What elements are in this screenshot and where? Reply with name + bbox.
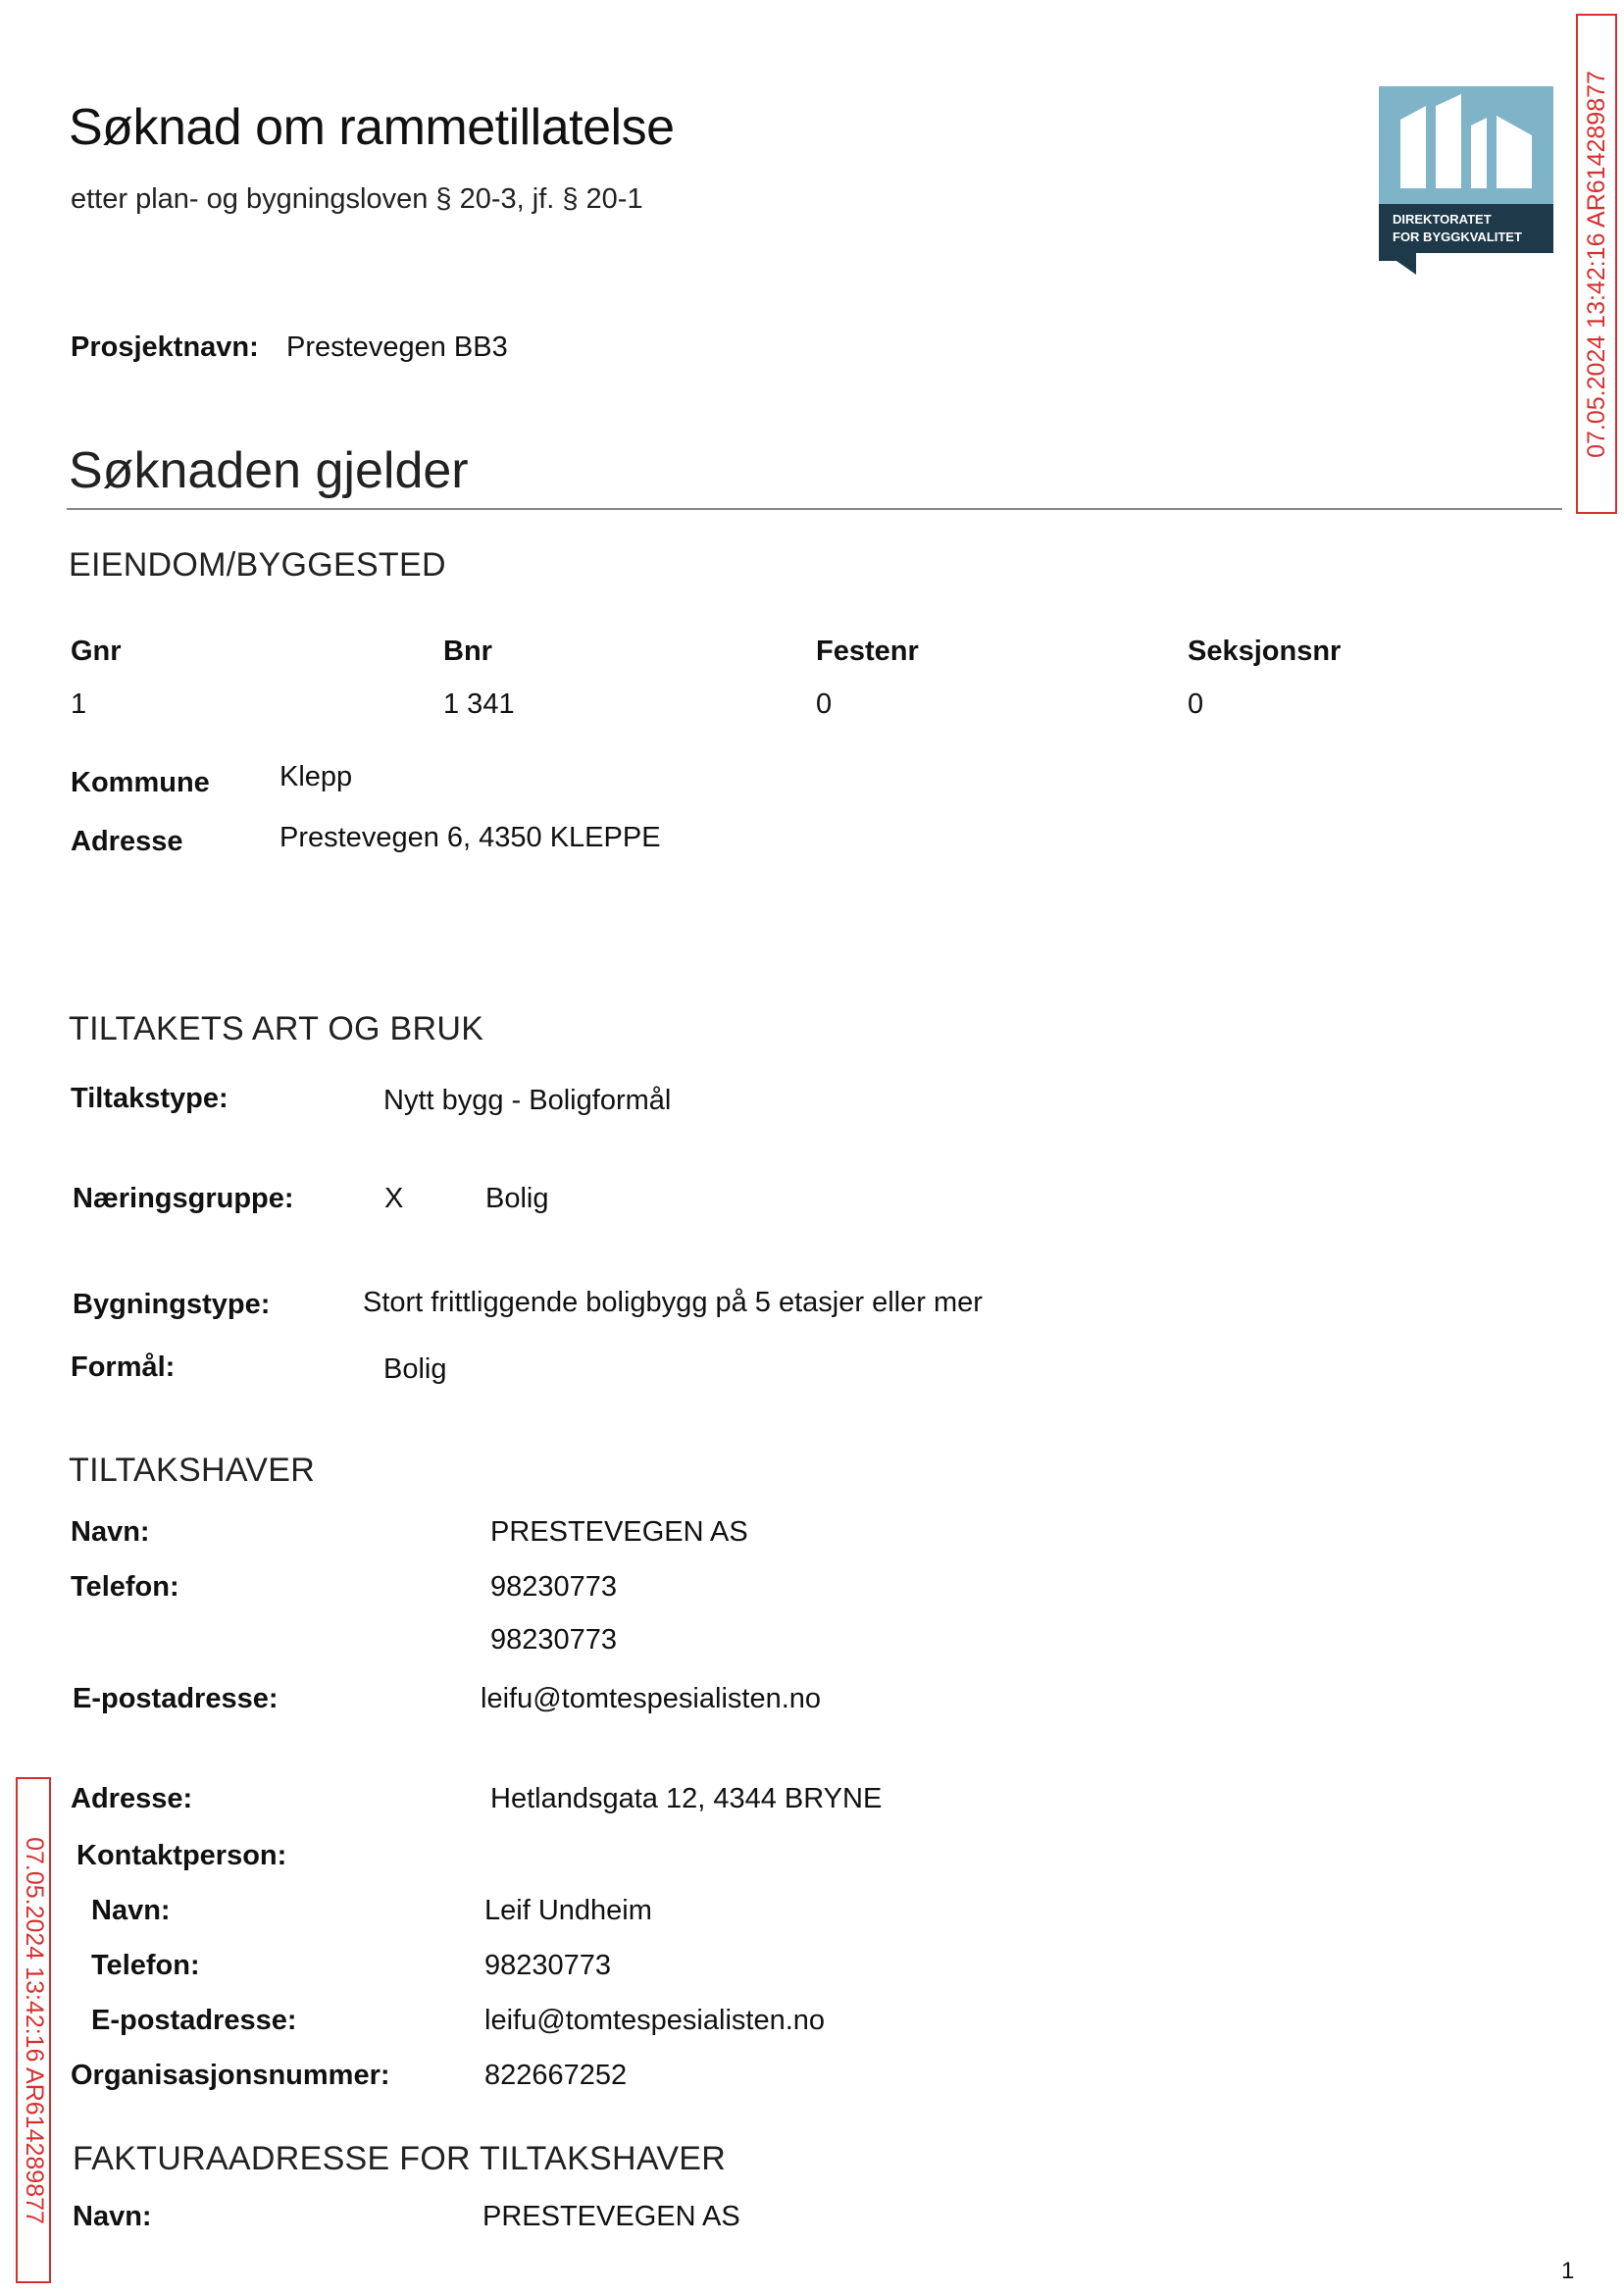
- naeringsgruppe-code: X: [384, 1183, 404, 1214]
- building-logo-icon: [1379, 86, 1553, 275]
- kommune-label: Kommune: [71, 767, 210, 798]
- orgnr-value: 822667252: [484, 2060, 628, 2091]
- owner-epost-value: leifu@tomtespesialisten.no: [481, 1683, 822, 1714]
- owner-navn-label: Navn:: [71, 1516, 150, 1548]
- svg-text:DIREKTORATET: DIREKTORATET: [1393, 212, 1492, 227]
- tiltakstype-value: Nytt bygg - Boligformål: [383, 1085, 672, 1116]
- formal-label: Formål:: [71, 1351, 176, 1383]
- invoice-navn-label: Navn:: [73, 2201, 152, 2232]
- project-label: Prosjektnavn:: [71, 331, 259, 363]
- project-name: Prestevegen BB3: [286, 331, 508, 363]
- owner-telefon-value-1: 98230773: [490, 1571, 618, 1603]
- kontaktperson-label: Kontaktperson:: [76, 1840, 287, 1871]
- gnr-value: 1: [71, 688, 87, 720]
- adresse-label: Adresse: [71, 826, 183, 857]
- seksjonsnr-label: Seksjonsnr: [1188, 636, 1342, 667]
- kommune-value: Klepp: [279, 761, 353, 792]
- owner-telefon-label: Telefon:: [71, 1571, 179, 1603]
- adresse-value: Prestevegen 6, 4350 KLEPPE: [279, 822, 661, 853]
- owner-epost-label: E-postadresse:: [73, 1683, 279, 1714]
- svg-text:FOR BYGGKVALITET: FOR BYGGKVALITET: [1393, 229, 1522, 244]
- invoice-navn-value: PRESTEVEGEN AS: [482, 2201, 740, 2232]
- naeringsgruppe-label: Næringsgruppe:: [73, 1183, 294, 1214]
- kontakt-telefon-label: Telefon:: [91, 1950, 200, 1981]
- festenr-value: 0: [816, 688, 833, 720]
- kontakt-telefon-value: 98230773: [484, 1950, 612, 1981]
- page-number: 1: [1561, 2258, 1575, 2284]
- document-subtitle: etter plan- og bygningsloven § 20-3, jf. § 20-1: [71, 183, 643, 215]
- owner-navn-value: PRESTEVEGEN AS: [490, 1516, 748, 1548]
- naeringsgruppe-value: Bolig: [485, 1183, 549, 1214]
- bygningstype-value: Stort frittliggende boligbygg på 5 etasjer eller mer: [363, 1287, 983, 1318]
- bnr-label: Bnr: [443, 636, 492, 667]
- gnr-label: Gnr: [71, 636, 122, 667]
- section-title: Søknaden gjelder: [69, 442, 469, 499]
- section-divider: [67, 508, 1562, 510]
- kontakt-epost-label: E-postadresse:: [91, 2005, 297, 2036]
- bygningstype-label: Bygningstype:: [73, 1289, 271, 1320]
- receipt-stamp-top: 07.05.2024 13:42:16 AR614289877: [1576, 14, 1617, 514]
- seksjonsnr-value: 0: [1188, 688, 1204, 720]
- orgnr-label: Organisasjonsnummer:: [71, 2060, 390, 2091]
- owner-telefon-value-2: 98230773: [490, 1624, 618, 1656]
- property-heading: EIENDOM/BYGGESTED: [69, 546, 446, 584]
- kontakt-navn-value: Leif Undheim: [484, 1895, 652, 1926]
- invoice-heading: FAKTURAADRESSE FOR TILTAKSHAVER: [73, 2140, 727, 2177]
- kontakt-epost-value: leifu@tomtespesialisten.no: [484, 2005, 826, 2036]
- measure-heading: TILTAKETS ART OG BRUK: [69, 1010, 484, 1047]
- festenr-label: Festenr: [816, 636, 919, 667]
- owner-adresse-label: Adresse:: [71, 1783, 193, 1814]
- formal-value: Bolig: [383, 1353, 447, 1385]
- receipt-stamp-side: 07.05.2024 13:42:16 AR614289877: [16, 1777, 51, 2283]
- bnr-value: 1 341: [443, 688, 515, 720]
- owner-heading: TILTAKSHAVER: [69, 1452, 316, 1489]
- dibk-logo: [1379, 86, 1553, 275]
- owner-adresse-value: Hetlandsgata 12, 4344 BRYNE: [490, 1783, 883, 1814]
- tiltakstype-label: Tiltakstype:: [71, 1083, 228, 1114]
- document-title: Søknad om rammetillatelse: [69, 99, 675, 156]
- kontakt-navn-label: Navn:: [91, 1895, 171, 1926]
